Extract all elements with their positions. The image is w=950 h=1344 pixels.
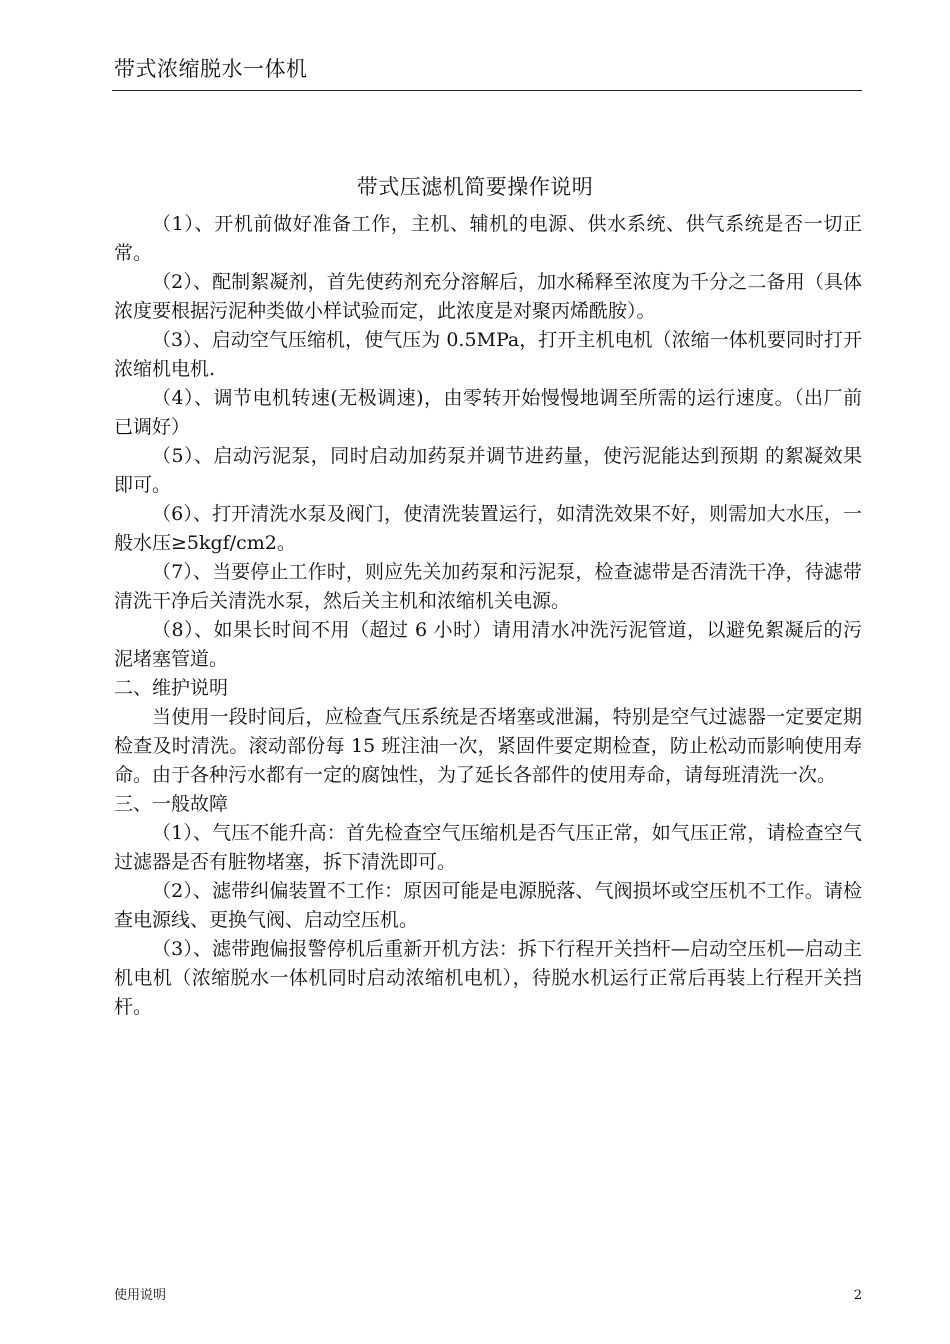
operation-step-5: （5）、启动污泥泵，同时启动加药泵并调节进药量，使污泥能达到预期 的絮凝效果即可。 — [114, 445, 862, 496]
fault-item-3: （3）、滤带跑偏报警停机后重新开机方法：拆下行程开关挡杆—启动空压机—启动主机电机（浓缩脱水一体机同时启动浓缩机电机），待脱水机运行正常后再装上行程开关挡杆。 — [114, 938, 862, 1018]
fault-item-2: （2）、滤带纠偏装置不工作：原因可能是电源脱落、气阀损坏或空压机不工作。请检查电源线、更换气阀、启动空压机。 — [114, 880, 862, 931]
faults-heading: 三、一般故障 — [114, 793, 229, 815]
page-header — [112, 54, 862, 91]
maintenance-heading: 二、维护说明 — [114, 677, 229, 699]
operation-step-7: （7）、当要停止工作时，则应先关加药泵和污泥泵，检查滤带是否清洗干净，待滤带清洗干净后关清洗水泵，然后关主机和浓缩机关电源。 — [114, 561, 862, 612]
footer-label: 使用说明 — [114, 1288, 167, 1303]
page-number: 2 — [853, 1288, 862, 1303]
document-body — [114, 210, 862, 1022]
operation-step-1: （1）、开机前做好准备工作，主机、辅机的电源、供水系统、供气系统是否一切正常。 — [114, 213, 862, 264]
fault-item-1: （1）、气压不能升高：首先检查空气压缩机是否气压正常，如气压正常，请检查空气过滤器是否有脏物堵塞，拆下清洗即可。 — [114, 822, 862, 873]
operation-step-2: （2）、配制絮凝剂，首先使药剂充分溶解后，加水稀释至浓度为千分之二备用（具体浓度要根据污泥种类做小样试验而定，此浓度是对聚丙烯酰胺）。 — [114, 271, 862, 322]
page-footer — [114, 1287, 862, 1309]
header-title: 带式浓缩脱水一体机 — [114, 57, 308, 81]
operation-step-8: （8）、如果长时间不用（超过 6 小时）请用清水冲洗污泥管道，以避免絮凝后的污泥堵塞管道。 — [114, 619, 862, 670]
document-title: 带式压滤机简要操作说明 — [356, 175, 594, 199]
operation-step-6: （6）、打开清洗水泵及阀门，使清洗装置运行，如清洗效果不好，则需加大水压，一般水压≥5kgf/cm2。 — [114, 503, 862, 554]
operation-step-3: （3）、启动空气压缩机，使气压为 0.5MPa，打开主机电机（浓缩一体机要同时打开浓缩机电机. — [114, 329, 862, 380]
maintenance-paragraph: 当使用一段时间后，应检查气压系统是否堵塞或泄漏，特别是空气过滤器一定要定期检查及时清洗。滚动部份每 15 班注油一次，紧固件要定期检查，防止松动而影响使用寿命。由于各种污水都有一定的腐蚀性，为了延长各部件的使用寿命，请每班清洗一次。 — [114, 706, 862, 786]
operation-step-4: （4）、调节电机转速(无极调速)，由零转开始慢慢地调至所需的运行速度。（出厂前已调好） — [114, 387, 862, 438]
